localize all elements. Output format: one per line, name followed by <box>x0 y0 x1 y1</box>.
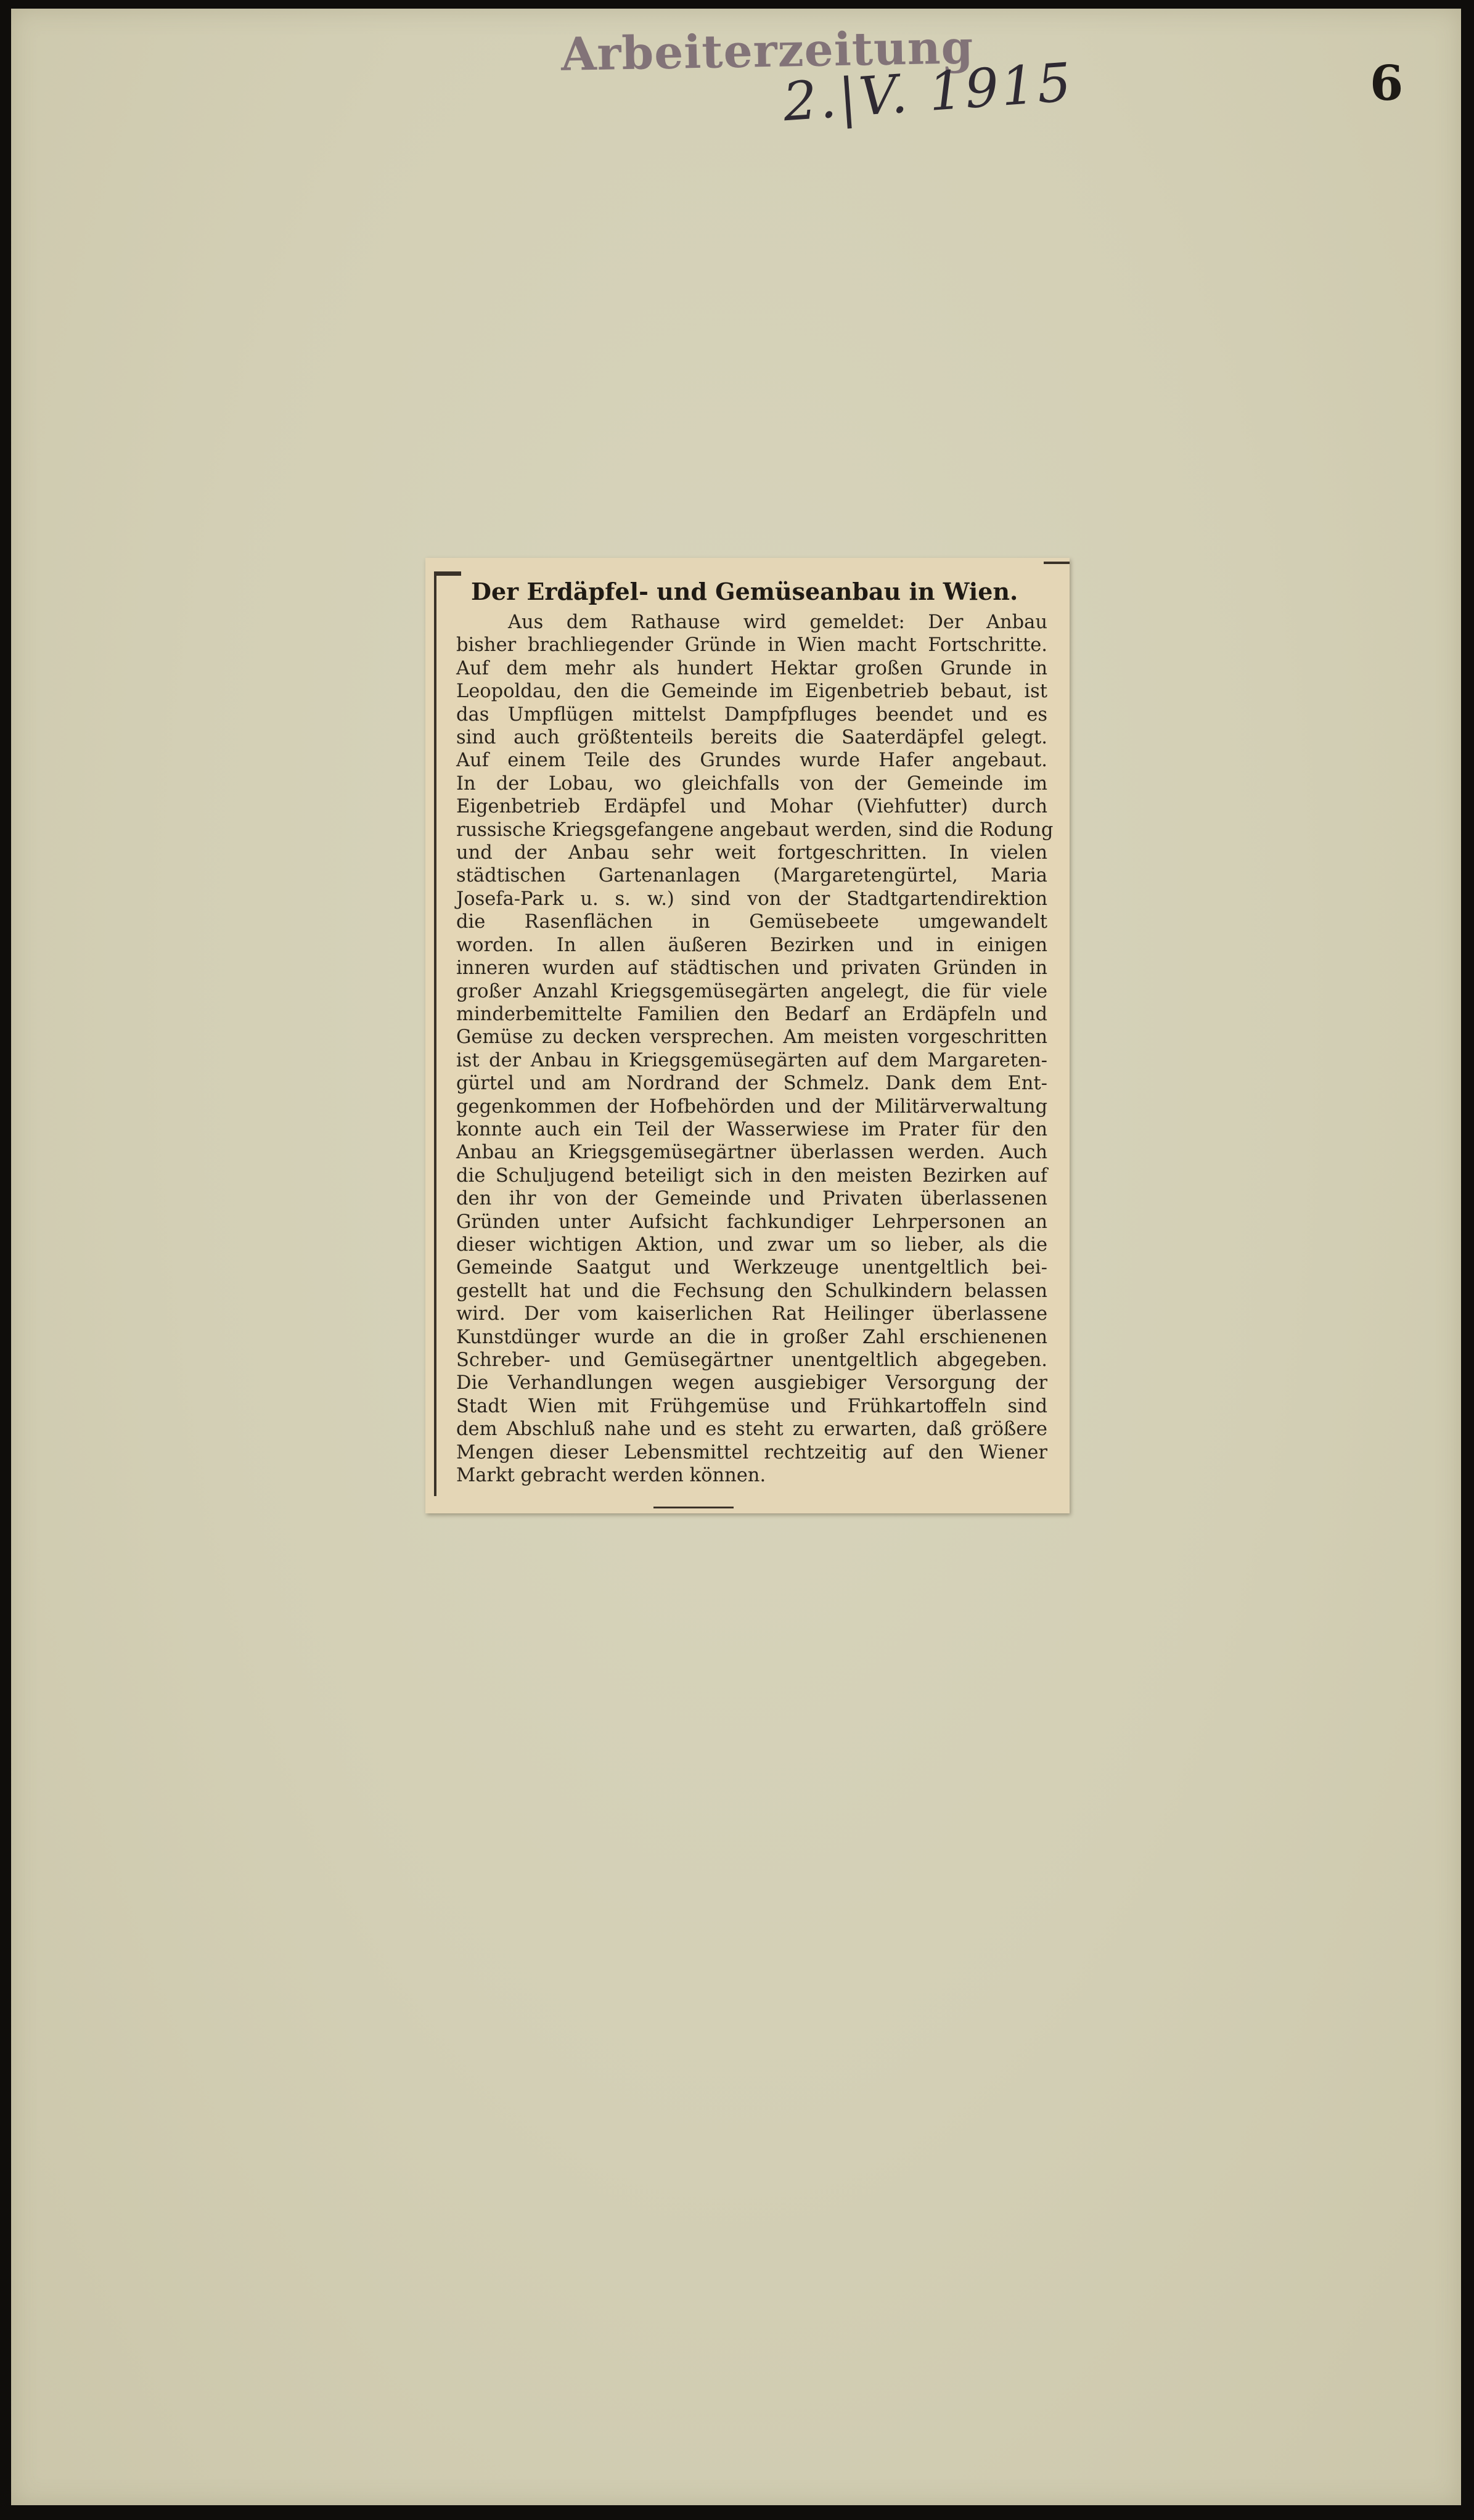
article-line: Schreber- und Gemüsegärtner unentgeltlich abgegeben. <box>456 1349 1047 1371</box>
article-line: Mengen dieser Lebensmittel rechtzeitig auf den Wiener <box>456 1441 1047 1463</box>
clipping-bottom-rule <box>653 1507 734 1508</box>
article-line: minderbemittelte Familien den Bedarf an Erdäpfeln und <box>456 1003 1047 1025</box>
page-number: 6 <box>1370 55 1404 112</box>
article-line: Markt gebracht werden können. <box>456 1465 766 1487</box>
article-line: sind auch größtenteils bereits die Saaterdäpfel gelegt. <box>456 727 1047 749</box>
article-line: Leopoldau, den die Gemeinde im Eigenbetrieb bebaut, ist <box>456 681 1047 703</box>
clipping-top-right-rule <box>1044 562 1070 564</box>
article-line: Kunstdünger wurde an die in großer Zahl erschienenen <box>456 1326 1047 1348</box>
newspaper-name-stamp: Arbeiterzeitung <box>560 21 975 81</box>
article-line: Die Verhandlungen wegen ausgiebiger Versorgung der <box>456 1372 1047 1394</box>
article-line: Gemüse zu decken versprechen. Am meisten vorgeschritten <box>456 1026 1047 1049</box>
article-body <box>446 611 1054 1487</box>
handwritten-date: 2.|V. 1915 <box>781 51 1076 134</box>
article-line: dem Abschluß nahe und es steht zu erwarten, daß größere <box>456 1418 1047 1441</box>
newspaper-clipping <box>425 558 1070 1513</box>
article-line: russische Kriegsgefangene angebaut werden, sind die Rodung <box>456 819 1054 841</box>
article-line: Aus dem Rathause wird gemeldet: Der Anbau <box>508 612 1047 633</box>
article-line: gestellt hat und die Fechsung den Schulkindern belassen <box>456 1280 1047 1302</box>
article-line: inneren wurden auf städtischen und privaten Gründen in <box>456 957 1047 980</box>
article-line: den ihr von der Gemeinde und Privaten überlassenen <box>456 1188 1047 1210</box>
clipping-corner-rule <box>434 571 461 576</box>
article-title: Der Erdäpfel- und Gemüseanbau in Wien. <box>471 578 1018 605</box>
article-line: Anbau an Kriegsgemüsegärtner überlassen werden. Auch <box>456 1142 1047 1164</box>
article-line: dieser wichtigen Aktion, und zwar um so lieber, als die <box>456 1233 1047 1256</box>
article-line: das Umpflügen mittelst Dampfpfluges beendet und es <box>456 703 1047 726</box>
article-line: Josefa-Park u. s. w.) sind von der Stadtgartendirektion <box>456 888 1047 910</box>
article-line: gegenkommen der Hofbehörden und der Militärverwaltung <box>456 1095 1047 1118</box>
article-line: Gründen unter Aufsicht fachkundiger Lehrpersonen an <box>456 1211 1047 1233</box>
article-line: Eigenbetrieb Erdäpfel und Mohar (Viehfutter) durch <box>456 796 1047 818</box>
article-line: die Rasenflächen in Gemüsebeete umgewandelt <box>456 911 1047 933</box>
article-line: gürtel und am Nordrand der Schmelz. Dank dem Ent- <box>456 1073 1047 1095</box>
article-line: worden. In allen äußeren Bezirken und in einigen <box>456 934 1047 956</box>
clipping-left-rule <box>434 571 436 1496</box>
article-line: wird. Der vom kaiserlichen Rat Heilinger überlassene <box>456 1303 1047 1325</box>
article-line: In der Lobau, wo gleichfalls von der Gemeinde im <box>456 772 1047 795</box>
article-line: ist der Anbau in Kriegsgemüsegärten auf dem Margareten- <box>456 1049 1047 1071</box>
article-line: die Schuljugend beteiligt sich in den meisten Bezirken auf <box>456 1164 1047 1187</box>
article-line: konnte auch ein Teil der Wasserwiese im Prater für den <box>456 1118 1047 1140</box>
article-line: bisher brachliegender Gründe in Wien macht Fortschritte. <box>456 634 1047 657</box>
article-line: städtischen Gartenanlagen (Margaretengürtel, Maria <box>456 865 1047 887</box>
article-line: und der Anbau sehr weit fortgeschritten. In vielen <box>456 842 1047 864</box>
article-line: Stadt Wien mit Frühgemüse und Frühkartoffeln sind <box>456 1395 1047 1417</box>
article-line: Auf einem Teile des Grundes wurde Hafer angebaut. <box>456 750 1047 772</box>
article-line: großer Anzahl Kriegsgemüsegärten angelegt, die für viele <box>456 980 1047 1002</box>
article-line: Auf dem mehr als hundert Hektar großen Grunde in <box>456 657 1047 679</box>
article-line: Gemeinde Saatgut und Werkzeuge unentgeltlich bei- <box>456 1257 1047 1279</box>
